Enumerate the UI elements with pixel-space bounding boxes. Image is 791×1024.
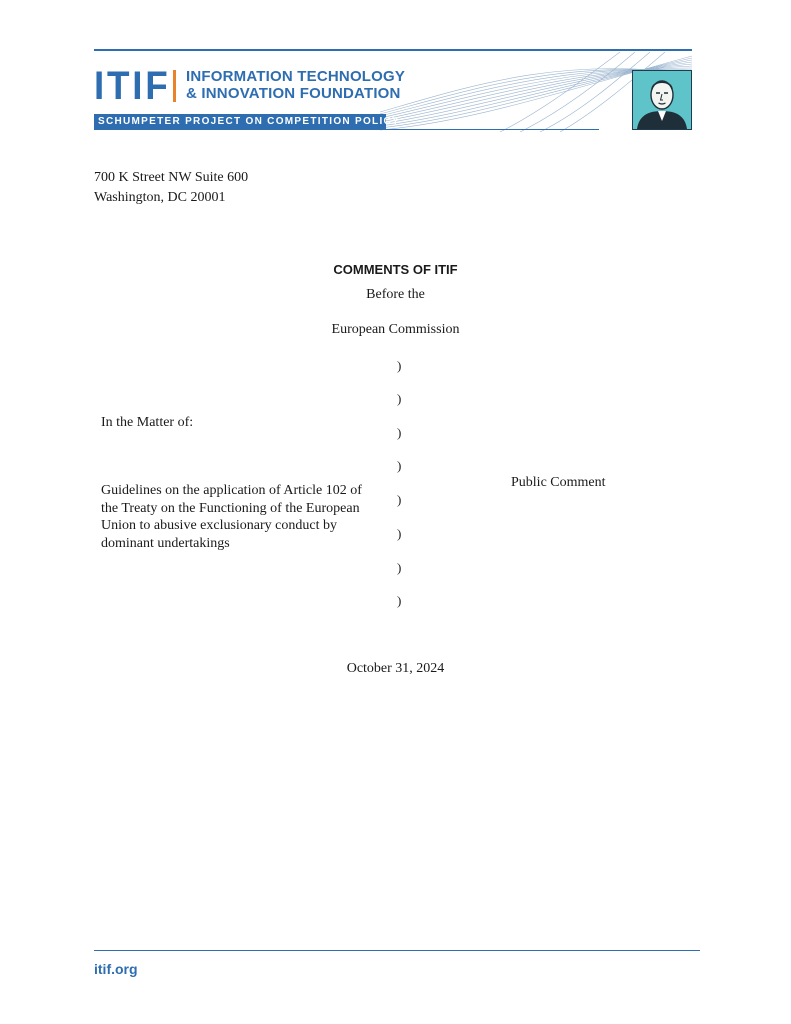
bracket-8: ) (397, 593, 402, 608)
in-the-matter-label: In the Matter of: (101, 415, 194, 430)
program-banner: SCHUMPETER PROJECT ON COMPETITION POLICY (94, 114, 386, 130)
filing-type: Public Comment (511, 475, 606, 490)
schumpeter-portrait-icon (632, 70, 692, 130)
footer-website-link[interactable]: itif.org (94, 961, 138, 977)
agency-name: European Commission (331, 322, 460, 337)
bracket-6: ) (397, 526, 402, 541)
matter-subject-line2: the Treaty on the Functioning of the European (101, 500, 360, 516)
matter-subject (101, 482, 371, 552)
itif-logo-mark: ITIF (94, 64, 171, 108)
bracket-3: ) (397, 425, 402, 440)
bracket-1: ) (397, 358, 402, 373)
logo-divider (173, 70, 176, 102)
banner-underline (386, 129, 599, 130)
organization-name-line2: & INNOVATION FOUNDATION (186, 85, 401, 102)
organization-name (186, 68, 405, 102)
header-top-rule (94, 49, 692, 51)
matter-subject-line3: Union to abusive exclusionary conduct by (101, 518, 338, 533)
bracket-7: ) (397, 560, 402, 575)
bracket-2: ) (397, 391, 402, 406)
address-line-2: Washington, DC 20001 (94, 190, 226, 205)
bracket-4: ) (397, 458, 402, 473)
matter-subject-line1: Guidelines on the application of Article 102 of (101, 483, 362, 498)
footer-rule (94, 950, 700, 951)
document-date: October 31, 2024 (346, 661, 445, 676)
matter-subject-line4: dominant undertakings (101, 535, 230, 551)
before-the-label: Before the (366, 287, 425, 302)
bracket-5: ) (397, 492, 402, 507)
document-title: COMMENTS OF ITIF (333, 262, 458, 277)
organization-name-line1: INFORMATION TECHNOLOGY (186, 68, 406, 85)
address-line-1: 700 K Street NW Suite 600 (94, 170, 249, 185)
